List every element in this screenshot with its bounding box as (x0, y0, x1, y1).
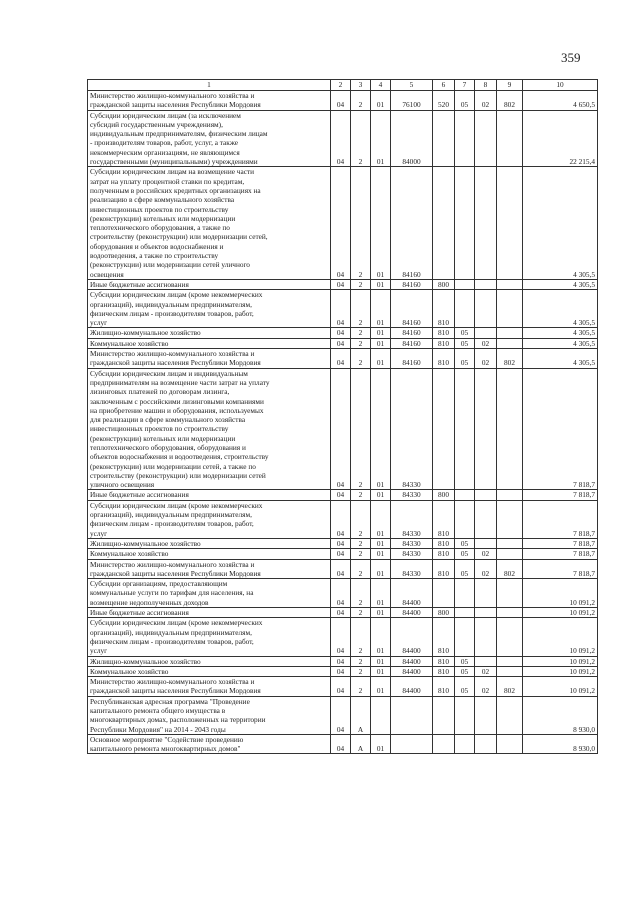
row-name-cell: Министерство жилищно-коммунального хозяйства и гражданской защиты населения Республики Мордовия (88, 677, 331, 697)
row-cell-col-4: 01 (371, 91, 391, 111)
row-cell-col-3: 2 (351, 608, 371, 618)
row-cell-col-5 (391, 696, 433, 734)
row-cell-col-7: 05 (455, 338, 475, 348)
row-cell-col-10: 10 091,2 (523, 618, 598, 656)
row-name-cell: Субсидии юридическим лицам на возмещение части затрат на уплату процентной ставки по кредитам, полученным в российских кредитных организациях на реализацию в сфере коммунального хозяйства инвестиционных проектов по строительству (реконструкции) котельных или модернизации теплотехнического оборудования, а также по строительству (реконструкции) или модернизации сетей, оборудования и объектов водоснабжения и водоотведения, а также по строительству (реконструкции) или модернизации сетей уличного освещения (88, 167, 331, 280)
table-row (88, 618, 598, 656)
row-cell-col-10: 10 091,2 (523, 666, 598, 676)
header-col-9: 9 (497, 80, 523, 91)
row-cell-col-3: 2 (351, 167, 371, 280)
row-cell-col-6: 810 (433, 549, 455, 559)
header-col-8: 8 (475, 80, 497, 91)
header-col-3: 3 (351, 80, 371, 91)
row-cell-col-6: 810 (433, 666, 455, 676)
row-cell-col-2: 04 (331, 579, 351, 608)
row-cell-col-4: 01 (371, 608, 391, 618)
row-cell-col-9 (497, 734, 523, 754)
row-cell-col-9 (497, 490, 523, 500)
row-cell-col-3: 2 (351, 500, 371, 538)
row-cell-col-9 (497, 549, 523, 559)
table-row (88, 279, 598, 289)
row-cell-col-8 (475, 608, 497, 618)
row-name-cell: Субсидии юридическим лицам и индивидуальным предпринимателям на возмещение части затрат на уплату лизинговых платежей по договорам лизинга, заключенным с российскими лизинговыми компаниями на приобретение машин и оборудования, используемых для реализации в сфере коммунального хозяйства инвестиционных проектов по строительству (реконструкции) котельных или модернизации теплотехнического оборудования, оборудования и объектов водоснабжения и водоотведения, строительству (реконструкции) или модернизации сетей, а также по строительству (реконструкции) или модернизации сетей уличного освещения (88, 368, 331, 490)
row-cell-col-9: 802 (497, 349, 523, 369)
row-cell-col-10: 4 305,5 (523, 290, 598, 328)
row-cell-col-4: 01 (371, 338, 391, 348)
row-cell-col-5: 84330 (391, 368, 433, 490)
row-cell-col-7: 05 (455, 328, 475, 338)
row-cell-col-10: 8 930,0 (523, 734, 598, 754)
table-row (88, 666, 598, 676)
header-col-2: 2 (331, 80, 351, 91)
row-cell-col-10: 7 818,7 (523, 538, 598, 548)
row-name-cell: Республиканская адресная программа "Проведение капитального ремонта общего имущества в многоквартирных домах, расположенных на территории Республики Мордовия" на 2014 - 2043 годы (88, 696, 331, 734)
row-cell-col-4: 01 (371, 167, 391, 280)
row-cell-col-8: 02 (475, 666, 497, 676)
row-cell-col-4: 01 (371, 618, 391, 656)
row-cell-col-9: 802 (497, 91, 523, 111)
table-row (88, 677, 598, 697)
row-cell-col-3: 2 (351, 328, 371, 338)
row-cell-col-10: 7 818,7 (523, 549, 598, 559)
row-cell-col-5: 84400 (391, 579, 433, 608)
row-cell-col-3: 2 (351, 618, 371, 656)
row-cell-col-2: 04 (331, 500, 351, 538)
row-cell-col-5: 84330 (391, 549, 433, 559)
row-cell-col-4: 01 (371, 500, 391, 538)
row-cell-col-10: 4 305,5 (523, 328, 598, 338)
row-cell-col-9 (497, 368, 523, 490)
row-cell-col-9 (497, 290, 523, 328)
table-row (88, 559, 598, 579)
table-row (88, 349, 598, 369)
row-cell-col-2: 04 (331, 328, 351, 338)
row-cell-col-4: 01 (371, 110, 391, 167)
row-cell-col-3: 2 (351, 290, 371, 328)
row-cell-col-7: 05 (455, 559, 475, 579)
row-cell-col-2: 04 (331, 666, 351, 676)
row-cell-col-5: 84330 (391, 500, 433, 538)
row-cell-col-8 (475, 656, 497, 666)
row-cell-col-4: 01 (371, 328, 391, 338)
row-cell-col-3: 2 (351, 349, 371, 369)
row-cell-col-7: 05 (455, 677, 475, 697)
row-cell-col-10: 4 305,5 (523, 349, 598, 369)
row-cell-col-9 (497, 579, 523, 608)
table-row (88, 538, 598, 548)
row-cell-col-5: 84160 (391, 349, 433, 369)
row-cell-col-7 (455, 696, 475, 734)
row-name-cell: Коммунальное хозяйство (88, 338, 331, 348)
row-cell-col-6 (433, 696, 455, 734)
row-cell-col-8 (475, 696, 497, 734)
row-cell-col-7 (455, 608, 475, 618)
table-row (88, 500, 598, 538)
row-cell-col-3: 2 (351, 579, 371, 608)
table-row (88, 549, 598, 559)
row-cell-col-8 (475, 618, 497, 656)
header-col-1: 1 (88, 80, 331, 91)
row-cell-col-8: 02 (475, 559, 497, 579)
row-cell-col-7 (455, 579, 475, 608)
row-cell-col-6 (433, 368, 455, 490)
row-cell-col-2: 04 (331, 608, 351, 618)
row-name-cell: Иные бюджетные ассигнования (88, 279, 331, 289)
row-cell-col-2: 04 (331, 167, 351, 280)
row-name-cell: Иные бюджетные ассигнования (88, 490, 331, 500)
table-row (88, 579, 598, 608)
row-cell-col-2: 04 (331, 279, 351, 289)
row-cell-col-7 (455, 490, 475, 500)
row-cell-col-5: 84160 (391, 338, 433, 348)
row-cell-col-4: 01 (371, 677, 391, 697)
row-cell-col-5 (391, 734, 433, 754)
row-cell-col-9 (497, 656, 523, 666)
row-cell-col-3: 2 (351, 110, 371, 167)
row-cell-col-7: 05 (455, 666, 475, 676)
row-cell-col-10: 8 930,0 (523, 696, 598, 734)
row-cell-col-9: 802 (497, 677, 523, 697)
table-row (88, 91, 598, 111)
table-row (88, 490, 598, 500)
row-cell-col-3: 2 (351, 338, 371, 348)
row-cell-col-9 (497, 167, 523, 280)
row-cell-col-9 (497, 110, 523, 167)
table-row (88, 338, 598, 348)
row-cell-col-7 (455, 368, 475, 490)
row-cell-col-6: 810 (433, 656, 455, 666)
row-cell-col-2: 04 (331, 656, 351, 666)
row-cell-col-4: 01 (371, 579, 391, 608)
row-cell-col-6: 800 (433, 490, 455, 500)
table-row (88, 734, 598, 754)
row-cell-col-9 (497, 696, 523, 734)
table-body (88, 91, 598, 754)
row-cell-col-7 (455, 110, 475, 167)
row-cell-col-3: 2 (351, 91, 371, 111)
row-name-cell: Коммунальное хозяйство (88, 549, 331, 559)
row-name-cell: Субсидии организациям, предоставляющим коммунальные услуги по тарифам для населения, на возмещение недополученных доходов (88, 579, 331, 608)
row-name-cell: Субсидии юридическим лицам (кроме некоммерческих организаций), индивидуальным предпринимателям, физическим лицам - производителям товаров, работ, услуг (88, 500, 331, 538)
row-cell-col-2: 04 (331, 368, 351, 490)
budget-table (87, 79, 598, 754)
row-cell-col-10: 10 091,2 (523, 656, 598, 666)
row-cell-col-4: 01 (371, 538, 391, 548)
row-cell-col-10: 7 818,7 (523, 368, 598, 490)
row-cell-col-9 (497, 328, 523, 338)
row-cell-col-9 (497, 618, 523, 656)
row-cell-col-7 (455, 167, 475, 280)
row-cell-col-6: 810 (433, 290, 455, 328)
row-cell-col-10: 4 305,5 (523, 338, 598, 348)
row-name-cell: Субсидии юридическим лицам (за исключением субсидий государственным учреждениям), индивидуальным предпринимателям, физическим лицам - производителям товаров, работ, услуг, а также некоммерческим организациям, не являющимся государственными (муниципальными) учреждениями (88, 110, 331, 167)
row-cell-col-6 (433, 579, 455, 608)
row-cell-col-8: 02 (475, 677, 497, 697)
row-cell-col-3: 2 (351, 279, 371, 289)
row-cell-col-9 (497, 608, 523, 618)
table-row (88, 608, 598, 618)
row-cell-col-2: 04 (331, 677, 351, 697)
row-cell-col-3: 2 (351, 368, 371, 490)
row-cell-col-4: 01 (371, 549, 391, 559)
row-cell-col-7: 05 (455, 656, 475, 666)
row-cell-col-4: 01 (371, 368, 391, 490)
row-cell-col-8 (475, 110, 497, 167)
header-col-10: 10 (523, 80, 598, 91)
row-cell-col-4: 01 (371, 490, 391, 500)
row-name-cell: Субсидии юридическим лицам (кроме некоммерческих организаций), индивидуальным предпринимателям, физическим лицам - производителям товаров, работ, услуг (88, 618, 331, 656)
row-cell-col-8 (475, 734, 497, 754)
row-cell-col-3: А (351, 734, 371, 754)
row-cell-col-7: 05 (455, 349, 475, 369)
row-cell-col-3: 2 (351, 559, 371, 579)
row-cell-col-6: 800 (433, 608, 455, 618)
row-name-cell: Жилищно-коммунальное хозяйство (88, 656, 331, 666)
row-name-cell: Субсидии юридическим лицам (кроме некоммерческих организаций), индивидуальным предпринимателям, физическим лицам - производителям товаров, работ, услуг (88, 290, 331, 328)
table-row (88, 368, 598, 490)
row-cell-col-9 (497, 538, 523, 548)
row-cell-col-2: 04 (331, 349, 351, 369)
row-cell-col-5: 84330 (391, 559, 433, 579)
row-cell-col-2: 04 (331, 618, 351, 656)
row-cell-col-9 (497, 279, 523, 289)
row-cell-col-5: 84160 (391, 290, 433, 328)
row-cell-col-2: 04 (331, 538, 351, 548)
row-cell-col-8 (475, 167, 497, 280)
row-cell-col-8 (475, 328, 497, 338)
header-col-6: 6 (433, 80, 455, 91)
row-cell-col-4: 01 (371, 290, 391, 328)
row-cell-col-7 (455, 734, 475, 754)
row-cell-col-3: 2 (351, 666, 371, 676)
table-row (88, 696, 598, 734)
row-cell-col-8: 02 (475, 549, 497, 559)
row-cell-col-10: 4 305,5 (523, 167, 598, 280)
row-cell-col-7 (455, 500, 475, 538)
row-cell-col-2: 04 (331, 338, 351, 348)
row-cell-col-3: 2 (351, 549, 371, 559)
row-name-cell: Министерство жилищно-коммунального хозяйства и гражданской защиты населения Республики Мордовия (88, 559, 331, 579)
row-cell-col-4: 01 (371, 349, 391, 369)
row-cell-col-6: 810 (433, 559, 455, 579)
row-cell-col-10: 4 650,5 (523, 91, 598, 111)
row-cell-col-5: 84160 (391, 167, 433, 280)
row-cell-col-4: 01 (371, 279, 391, 289)
row-cell-col-9: 802 (497, 559, 523, 579)
table-row (88, 328, 598, 338)
row-name-cell: Основное мероприятие "Содействие проведению капитального ремонта многоквартирных домов" (88, 734, 331, 754)
row-cell-col-10: 7 818,7 (523, 490, 598, 500)
row-cell-col-6 (433, 167, 455, 280)
header-col-7: 7 (455, 80, 475, 91)
row-name-cell: Жилищно-коммунальное хозяйство (88, 538, 331, 548)
row-cell-col-2: 04 (331, 110, 351, 167)
row-cell-col-3: 2 (351, 656, 371, 666)
row-cell-col-2: 04 (331, 490, 351, 500)
row-cell-col-5: 84330 (391, 490, 433, 500)
row-cell-col-6: 810 (433, 500, 455, 538)
row-cell-col-7: 05 (455, 538, 475, 548)
row-name-cell: Иные бюджетные ассигнования (88, 608, 331, 618)
row-cell-col-7: 05 (455, 549, 475, 559)
row-cell-col-5: 84400 (391, 618, 433, 656)
row-cell-col-5: 84000 (391, 110, 433, 167)
row-cell-col-3: 2 (351, 490, 371, 500)
row-cell-col-3: А (351, 696, 371, 734)
table-row (88, 167, 598, 280)
row-cell-col-5: 76100 (391, 91, 433, 111)
table-header-row (88, 80, 598, 91)
row-cell-col-8 (475, 490, 497, 500)
row-name-cell: Министерство жилищно-коммунального хозяйства и гражданской защиты населения Республики Мордовия (88, 91, 331, 111)
row-cell-col-7 (455, 290, 475, 328)
row-cell-col-4: 01 (371, 656, 391, 666)
row-cell-col-5: 84400 (391, 608, 433, 618)
row-cell-col-6: 810 (433, 328, 455, 338)
row-cell-col-10: 10 091,2 (523, 579, 598, 608)
row-cell-col-8 (475, 579, 497, 608)
row-cell-col-2: 04 (331, 91, 351, 111)
row-cell-col-10: 10 091,2 (523, 608, 598, 618)
row-cell-col-9 (497, 500, 523, 538)
row-cell-col-4 (371, 696, 391, 734)
row-cell-col-6: 810 (433, 677, 455, 697)
row-cell-col-6: 810 (433, 349, 455, 369)
row-cell-col-6: 810 (433, 338, 455, 348)
row-cell-col-4: 01 (371, 666, 391, 676)
row-cell-col-10: 7 818,7 (523, 559, 598, 579)
row-cell-col-5: 84400 (391, 677, 433, 697)
row-name-cell: Жилищно-коммунальное хозяйство (88, 328, 331, 338)
table-row (88, 656, 598, 666)
row-cell-col-8: 02 (475, 338, 497, 348)
row-cell-col-9 (497, 666, 523, 676)
row-cell-col-5: 84160 (391, 279, 433, 289)
row-cell-col-2: 04 (331, 559, 351, 579)
row-cell-col-4: 01 (371, 734, 391, 754)
row-cell-col-6: 810 (433, 618, 455, 656)
page-number: 359 (561, 50, 581, 65)
row-cell-col-5: 84400 (391, 666, 433, 676)
row-cell-col-2: 04 (331, 696, 351, 734)
row-cell-col-8: 02 (475, 91, 497, 111)
row-cell-col-4: 01 (371, 559, 391, 579)
row-cell-col-8: 02 (475, 349, 497, 369)
row-cell-col-5: 84160 (391, 328, 433, 338)
row-cell-col-2: 04 (331, 549, 351, 559)
row-cell-col-9 (497, 338, 523, 348)
table-row (88, 290, 598, 328)
row-cell-col-10: 4 305,5 (523, 279, 598, 289)
header-col-4: 4 (371, 80, 391, 91)
row-cell-col-8 (475, 279, 497, 289)
row-cell-col-7: 05 (455, 91, 475, 111)
table-row (88, 110, 598, 167)
row-cell-col-6: 520 (433, 91, 455, 111)
row-cell-col-8 (475, 290, 497, 328)
row-cell-col-8 (475, 538, 497, 548)
row-cell-col-3: 2 (351, 538, 371, 548)
row-cell-col-8 (475, 368, 497, 490)
row-cell-col-5: 84400 (391, 656, 433, 666)
row-cell-col-2: 04 (331, 734, 351, 754)
row-name-cell: Министерство жилищно-коммунального хозяйства и гражданской защиты населения Республики Мордовия (88, 349, 331, 369)
row-cell-col-6 (433, 734, 455, 754)
row-cell-col-5: 84330 (391, 538, 433, 548)
row-cell-col-8 (475, 500, 497, 538)
row-cell-col-6 (433, 110, 455, 167)
header-col-5: 5 (391, 80, 433, 91)
row-cell-col-6: 810 (433, 538, 455, 548)
row-cell-col-6: 800 (433, 279, 455, 289)
row-cell-col-7 (455, 618, 475, 656)
row-cell-col-7 (455, 279, 475, 289)
row-name-cell: Коммунальное хозяйство (88, 666, 331, 676)
row-cell-col-10: 22 215,4 (523, 110, 598, 167)
row-cell-col-10: 7 818,7 (523, 500, 598, 538)
row-cell-col-10: 10 091,2 (523, 677, 598, 697)
row-cell-col-3: 2 (351, 677, 371, 697)
row-cell-col-2: 04 (331, 290, 351, 328)
